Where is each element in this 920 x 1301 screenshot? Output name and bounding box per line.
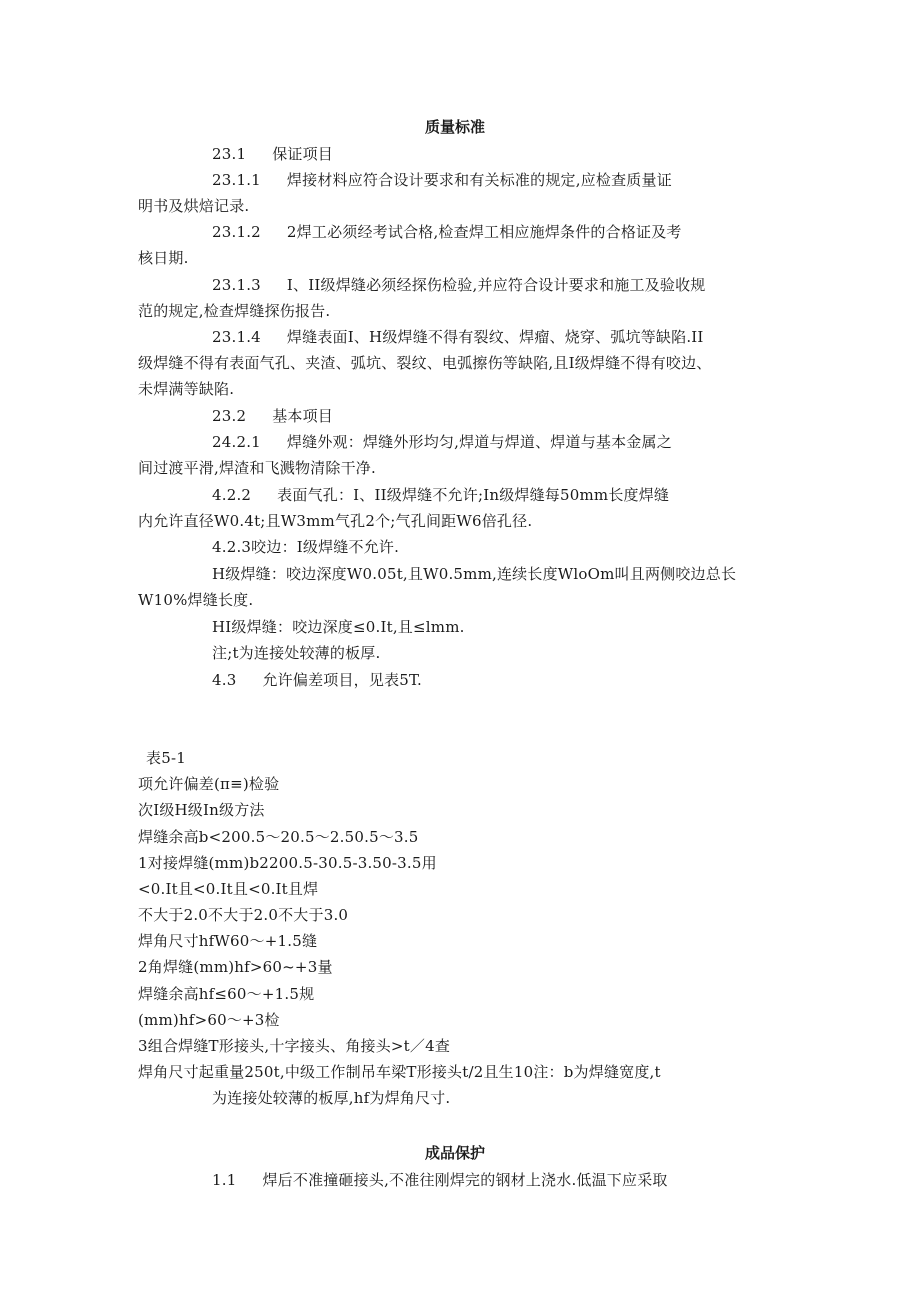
clause-number: 4.2.2 [212, 486, 252, 504]
clause-1-1 [212, 1171, 668, 1189]
clause-number: 23.1.2 [212, 223, 261, 241]
clause-4-3 [212, 671, 422, 689]
table-line: (mm)hf>60～+3检 [138, 1011, 280, 1029]
table-note-continued: 为连接处较薄的板厚,hf为焊角尺寸. [212, 1089, 451, 1107]
clause-23-1-3 [212, 276, 705, 294]
table-line: 2角焊缝(mm)hf>60~+3量 [138, 958, 333, 976]
clause-number: 23.2 [212, 407, 247, 425]
clause-23-1-2 [212, 223, 682, 241]
clause-number: 24.2.1 [212, 433, 261, 451]
clause-text: 焊缝外观：焊缝外形均匀,焊道与焊道、焊道与基本金属之 [286, 433, 672, 451]
clause-4-2-2 [212, 486, 669, 504]
clause-23-1-4 [212, 328, 704, 346]
clause-4-2-3-note: 注;t为连接处较薄的板厚. [212, 644, 381, 662]
clause-23-1-3-continued: 范的规定,检查焊缝探伤报告. [138, 302, 331, 320]
clause-23-1 [212, 145, 333, 163]
clause-4-2-3-grade-hi: HI级焊缝：咬边深度≤0.It,且≤lmm. [212, 618, 465, 636]
table-line: 1对接焊缝(mm)b2200.5-30.5-3.50-3.5用 [138, 854, 437, 872]
clause-number: 23.1.1 [212, 171, 261, 189]
clause-title: 基本项目 [272, 407, 334, 425]
clause-text: 焊后不准撞砸接头,不准往刚焊完的钢材上浇水.低温下应采取 [262, 1171, 668, 1189]
section-heading-quality-standard: 质量标准 [425, 118, 486, 136]
clause-4-2-2-continued: 内允许直径W0.4t;且W3mm气孔2个;气孔间距W6倍孔径. [138, 512, 533, 530]
clause-23-1-2-continued: 核日期. [138, 249, 189, 267]
clause-4-2-3-grade-h-continued: W10%焊缝长度. [138, 591, 254, 609]
table-line: 不大于2.0不大于2.0不大于3.0 [138, 906, 349, 924]
clause-number: 23.1 [212, 145, 247, 163]
table-caption: 表5-1 [146, 749, 186, 767]
clause-title: 保证项目 [272, 145, 334, 163]
clause-text: 焊接材料应符合设计要求和有关标准的规定,应检查质量证 [286, 171, 672, 189]
clause-number: 23.1.4 [212, 328, 261, 346]
table-line: 焊缝余高b<200.5～20.5～2.50.5～3.5 [138, 828, 419, 846]
table-line: 焊角尺寸hfW60～+1.5缝 [138, 932, 318, 950]
clause-23-1-4-continued-1: 级焊缝不得有表面气孔、夹渣、弧坑、裂纹、电弧擦伤等缺陷,且I级焊缝不得有咬边、 [138, 354, 712, 372]
section-heading-product-protection: 成品保护 [425, 1144, 486, 1162]
clause-number: 4.3 [212, 671, 237, 689]
clause-23-1-4-continued-2: 未焊满等缺陷. [138, 380, 235, 398]
clause-4-2-3: 4.2.3咬边：I级焊缝不允许. [212, 538, 400, 556]
clause-text: I、II级焊缝必须经探伤检验,并应符合设计要求和施工及验收规 [286, 276, 706, 294]
table-line: 3组合焊缝T形接头,十字接头、角接头>t／4查 [138, 1037, 451, 1055]
clause-23-1-1-continued: 明书及烘焙记录. [138, 197, 250, 215]
table-line: 焊角尺寸起重量250t,中级工作制吊车梁T形接头t/2且生10注：b为焊缝宽度,t [138, 1063, 661, 1081]
clause-23-1-1 [212, 171, 672, 189]
clause-text: 允许偏差项目，见表5T. [262, 671, 422, 689]
clause-text: 表面气孔：I、II级焊缝不允许;In级焊缝每50mm长度焊缝 [277, 486, 670, 504]
clause-24-2-1-continued: 间过渡平滑,焊渣和飞溅物清除干净. [138, 459, 376, 477]
table-line: 焊缝余高hf≤60～+1.5规 [138, 985, 315, 1003]
clause-number: 1.1 [212, 1171, 237, 1189]
table-line: <0.It且<0.It且<0.It且焊 [138, 880, 319, 898]
clause-24-2-1 [212, 433, 672, 451]
clause-23-2 [212, 407, 333, 425]
clause-number: 23.1.3 [212, 276, 261, 294]
clause-text: 焊缝表面I、H级焊缝不得有裂纹、焊瘤、烧穿、弧坑等缺陷.II [286, 328, 704, 346]
clause-4-2-3-grade-h: H级焊缝：咬边深度W0.05t,且W0.5mm,连续长度WloOm叫且两侧咬边总长 [212, 565, 737, 583]
table-line: 项允许偏差(π≡)检验 [138, 775, 280, 793]
table-line: 次I级H级In级方法 [138, 801, 265, 819]
clause-text: 2焊工必须经考试合格,检查焊工相应施焊条件的合格证及考 [286, 223, 682, 241]
